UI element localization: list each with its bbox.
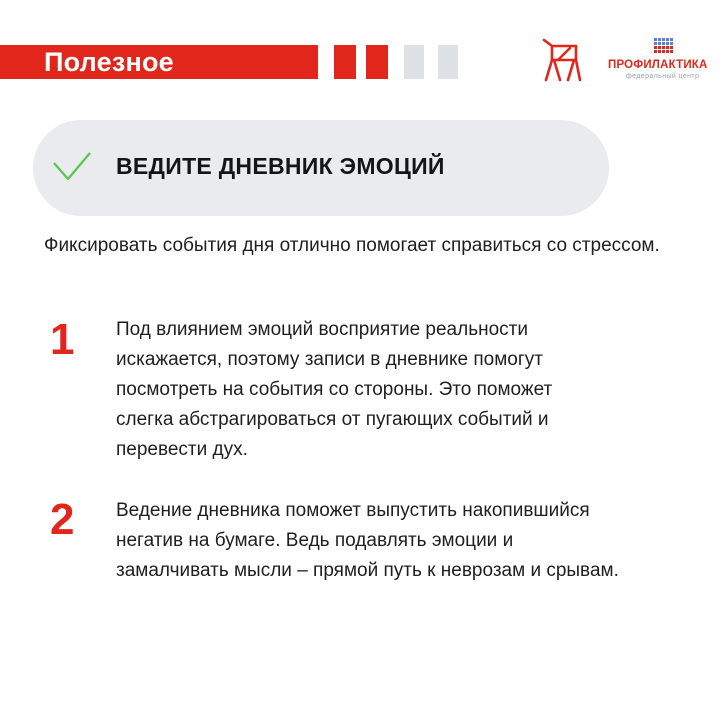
banner-title: ВЕДИТЕ ДНЕВНИК ЭМОЦИЙ <box>116 153 445 179</box>
item-1-line: Под влиянием эмоций восприятие реальности <box>116 319 528 340</box>
decor-stripe-gray-1 <box>404 45 424 79</box>
logo <box>540 36 720 86</box>
item-number-1: 1 <box>50 315 75 364</box>
logo-name: ПРОФИЛАКТИКА <box>608 59 708 71</box>
item-number-2: 2 <box>50 495 75 544</box>
item-1-line: слегка абстрагироваться от пугающих событий и <box>116 409 549 430</box>
chair-icon <box>540 36 584 84</box>
checkmark-icon <box>52 151 92 183</box>
item-text-1 <box>116 315 716 465</box>
item-1-line: перевести дух. <box>116 439 248 460</box>
decor-stripe-red-2 <box>366 45 388 79</box>
item-2-line: замалчивать мысли – прямой путь к неврозам и срывам. <box>116 560 619 581</box>
logo-subtitle: федеральный центр <box>626 73 700 80</box>
item-text-2 <box>116 496 716 586</box>
decor-stripe-red-1 <box>334 45 356 79</box>
item-1-line: искажается, поэтому записи в дневнике помогут <box>116 349 543 370</box>
dot-grid-icon <box>654 38 676 58</box>
page-title: Полезное <box>44 47 174 77</box>
decor-stripe-gray-2 <box>438 45 458 79</box>
item-1-line: посмотреть на события со стороны. Это поможет <box>116 379 553 400</box>
item-2-line: Ведение дневника поможет выпустить накопившийся <box>116 500 590 521</box>
intro-text: Фиксировать события дня отлично помогает справиться со стрессом. <box>44 235 660 256</box>
item-2-line: негатив на бумаге. Ведь подавлять эмоции и <box>116 530 514 551</box>
